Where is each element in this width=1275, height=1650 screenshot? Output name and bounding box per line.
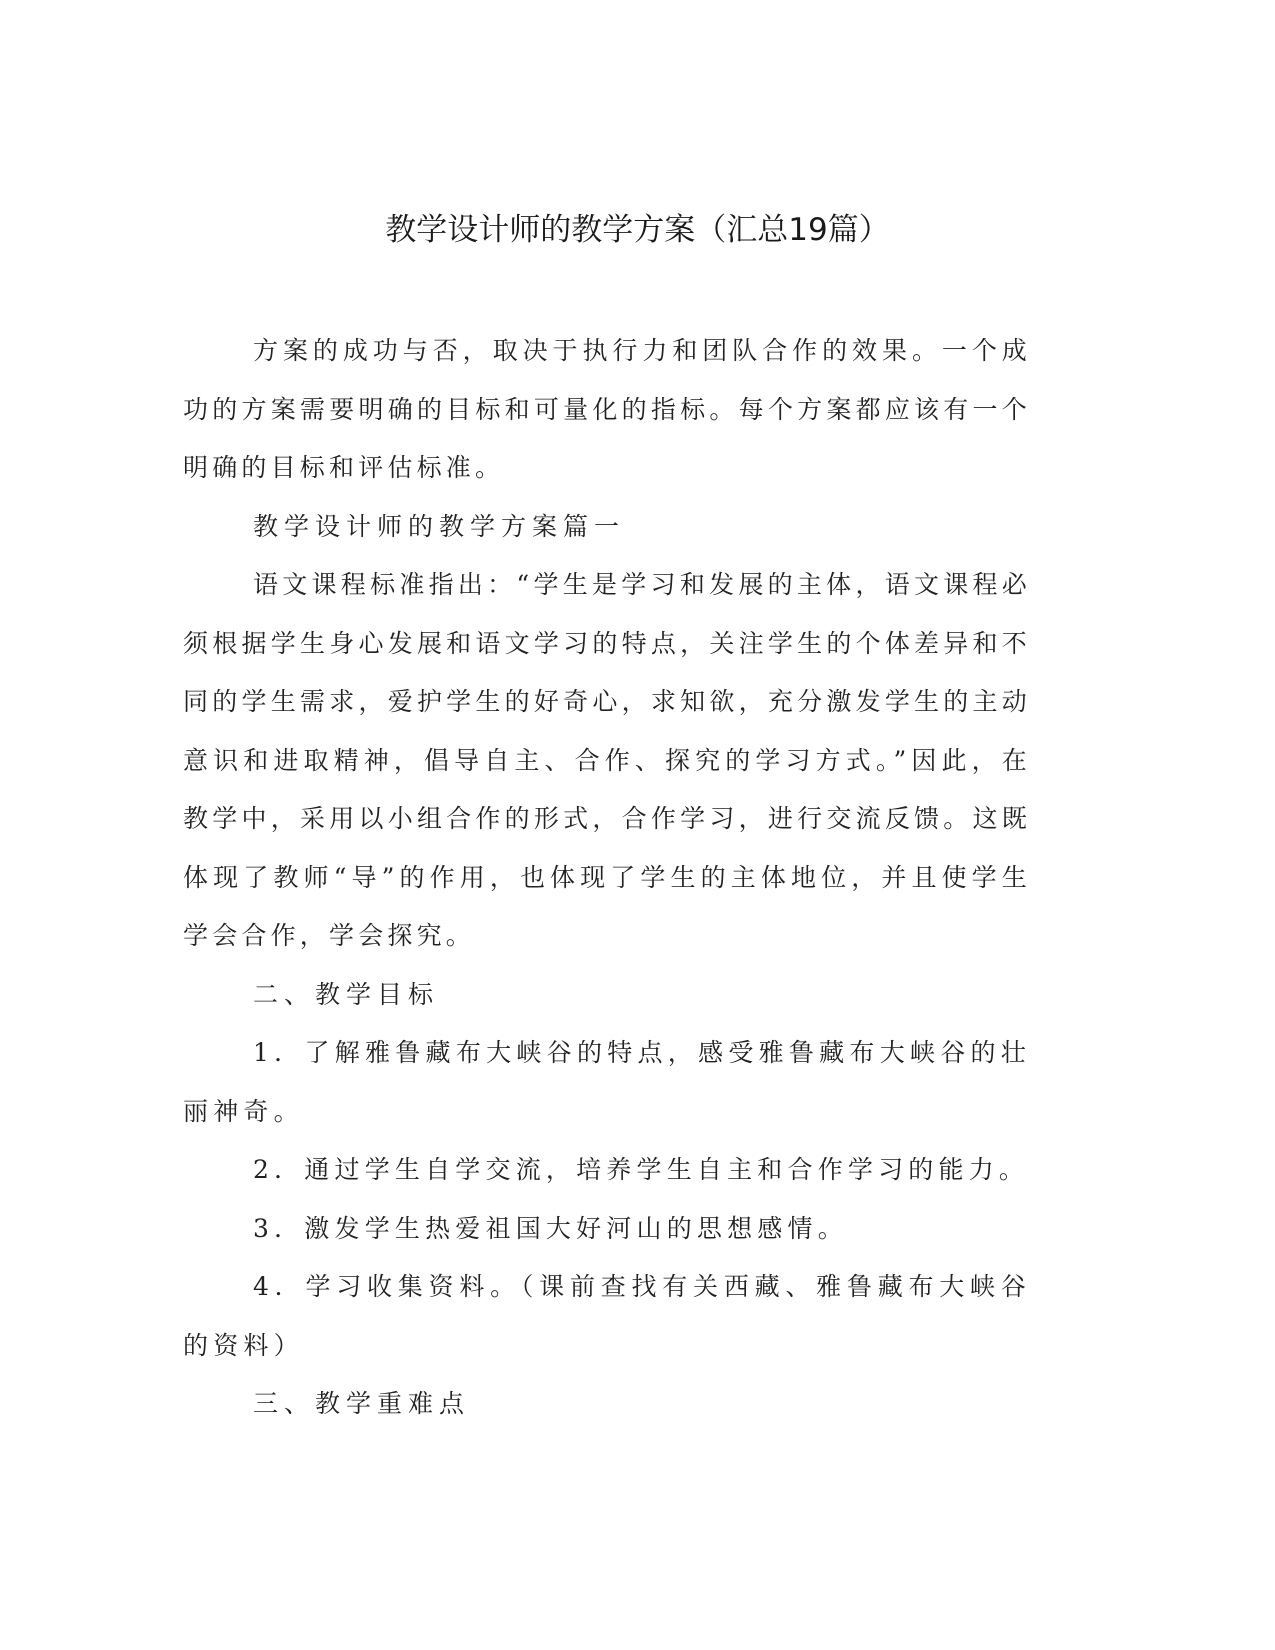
section-heading-teaching-goals: 二、教学目标 <box>253 979 440 1009</box>
section-heading-part-one: 教学设计师的教学方案篇一 <box>253 511 626 541</box>
document-title: 教学设计师的教学方案（汇总19篇） <box>385 212 890 248</box>
intro-paragraph: 方案的成功与否，取决于执行力和团队合作的效果。一个成功的方案需要明确的目标和可量化的指标。每个方案都应该有一个明确的目标和评估标准。 <box>183 336 1031 482</box>
goal-item-3: 3．激发学生热爱祖国大好河山的思想感情。 <box>253 1213 848 1243</box>
goal-item-2: 2．通过学生自学交流，培养学生自主和合作学习的能力。 <box>253 1155 1030 1184</box>
goal-item-1: 1．了解雅鲁藏布大峡谷的特点，感受雅鲁藏布大峡谷的壮丽神奇。 <box>183 1038 1031 1126</box>
document-body <box>183 322 1031 1434</box>
goal-item-4: 4．学习收集资料。（课前查找有关西藏、雅鲁藏布大峡谷的资料） <box>183 1272 1031 1360</box>
curriculum-paragraph: 语文课程标准指出：“学生是学习和发展的主体，语文课程必须根据学生身心发展和语文学习的特点，关注学生的个体差异和不同的学生需求，爱护学生的好奇心，求知欲，充分激发学生的主动意识和进取精神，倡导自主、合作、探究的学习方式。”因此，在教学中，采用以小组合作的形式，合作学习，进行交流反馈。这既体现了教师“导”的作用，也体现了学生的主体地位，并且使学生学会合作，学会探究。 <box>183 570 1031 950</box>
section-heading-key-points: 三、教学重难点 <box>253 1389 471 1418</box>
